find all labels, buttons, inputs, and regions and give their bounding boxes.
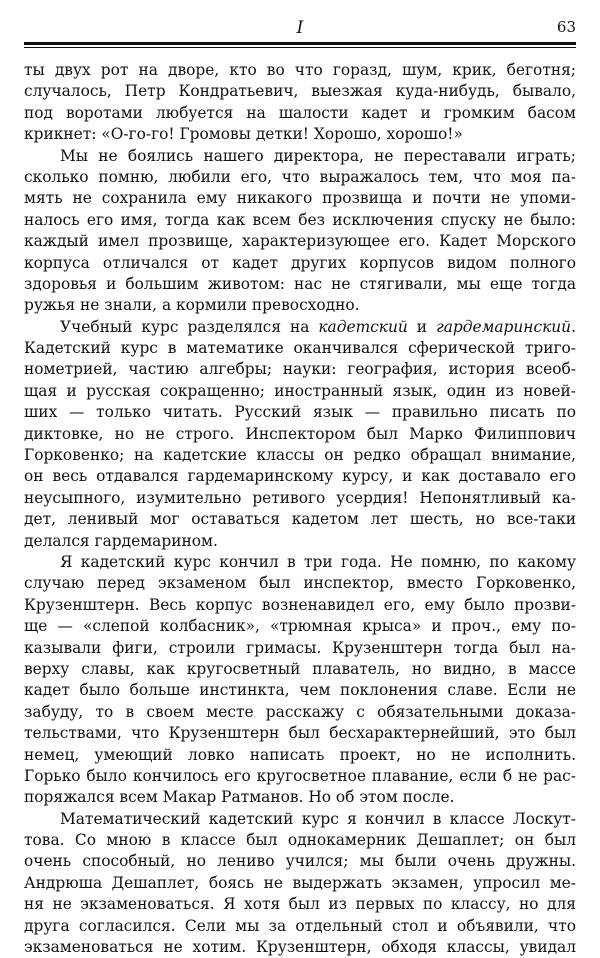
text-line: ших — только читать. Русский язык — правильно писать по [24, 403, 576, 422]
italic-term-cadet: кадетский [318, 317, 408, 336]
text-line: ня не экзаменоваться. Я хотя был из первых по классу, но для [24, 895, 576, 914]
text-line: кадет было больше инстинкта, чем поклонения славе. Если не [24, 681, 576, 700]
header-rule-thin [24, 47, 576, 48]
text-line: очень способный, но лениво учился; мы были очень дружны. [24, 852, 576, 871]
text-line: поряжался всем Макар Ратманов. Но об этом после. [24, 788, 455, 807]
text-line: экзаменоваться не хотим. Крузенштерн, обходя классы, увидал [24, 938, 576, 957]
text-line: Крузенштерн. Весь корпус возненавидел его, ему было прозви- [24, 595, 576, 614]
text-line: Горковенко; на кадетские классы он редко обращал внимание, [24, 446, 576, 465]
paragraph-first-line [24, 317, 576, 338]
text-line: Горько было кончилось его кругосветное плавание, если б не рас- [24, 766, 576, 785]
book-page [24, 0, 576, 955]
text-line: он весь отдавался гардемаринскому курсу, и как доставало его [24, 467, 576, 486]
text-line: Кадетский курс в математике оканчивался сферической триго- [24, 339, 576, 358]
text-line: немец, умеющий ловко написать проект, но не исполнить. [24, 745, 576, 764]
text-line: забуду, то в своем месте расскажу с обязательными доказа- [24, 702, 576, 721]
text-line: случаю перед экзаменом был инспектор, вместо Горковенко, [24, 574, 576, 593]
text-line: ще — «слепой колбасник», «трюмная крыса» и проч., ему по- [24, 617, 576, 636]
paragraph-first-line: Я кадетский курс кончил в три года. Не помню, по какому [60, 552, 576, 571]
text-line: щая и русская сокращенно; иностранный язык, один из новей- [24, 381, 576, 400]
text-line: сколько помню, любили его, что выражалось тем, что моя па- [24, 167, 576, 186]
italic-term-gardemarin: гардемаринский [435, 317, 572, 336]
paragraph-first-line: Мы не боялись нашего директора, не переставали играть; [60, 146, 576, 165]
text-line: нометрией, частию алгебры; науки: география, история всеоб- [24, 360, 576, 379]
text-line: налось его имя, тогда как всем без исключения спуску не было: [24, 210, 576, 229]
text-line: мять не сохранила ему никакого прозвища и почти не упоми- [24, 189, 576, 208]
text-line: диктовке, но не строго. Инспектором был Марко Филиппович [24, 424, 576, 443]
chapter-numeral: I [296, 18, 304, 38]
text-line: под воротами любуется на шалости кадет и громким басом [24, 103, 576, 122]
text-line: корпуса отличался от кадет других корпусов видом полного [24, 253, 576, 272]
text-line: това. Со мною в классе был однокамерник Дешаплет; он был [24, 831, 576, 850]
text-line: казывали фиги, строили гримасы. Крузенштерн тогда был на- [24, 638, 576, 657]
text-line: делался гардемарином. [24, 531, 218, 550]
text-line: дет, ленивый мог оставаться кадетом лет шесть, но все-таки [24, 510, 576, 529]
text-run: . [571, 317, 576, 336]
text-run: и [407, 317, 436, 336]
body-text [24, 60, 576, 958]
text-run: Учебный курс разделялся на [60, 317, 319, 336]
text-line: каждый имел прозвище, характеризующее его. Кадет Морского [24, 232, 576, 251]
text-line: случалось, Петр Кондратьевич, выезжая куда-нибудь, бывало, [24, 82, 576, 101]
text-line: верху славы, как кругосветный плаватель, но видно, в массе [24, 659, 576, 678]
text-line: неусыпного, изумительно ретивого усердия! Непонятливый ка- [24, 488, 576, 507]
text-line: ты двух рот на дворе, кто во что горазд, шум, крик, беготня; [24, 61, 576, 79]
text-line: Андрюша Дешаплет, боясь не выдержать экзамен, упросил ме- [24, 873, 576, 892]
header-rule-thick [24, 42, 576, 45]
text-line: здоровья и большим животом: нас не стягивали, мы еще тогда [24, 274, 576, 293]
running-header [24, 0, 576, 46]
text-line: друга согласился. Сели мы за отдельный стол и объявили, что [24, 916, 576, 935]
page-number: 63 [556, 18, 576, 36]
text-line: крикнет: «О-го-го! Громовы детки! Хорошо, хорошо!» [24, 125, 463, 144]
paragraph-first-line: Математический кадетский курс я кончил в классе Лоскут- [60, 809, 576, 828]
text-line: ружья не знали, а кормили превосходно. [24, 296, 360, 315]
text-line: тельствами, что Крузенштерн был бесхарактернейший, это был [24, 724, 576, 743]
